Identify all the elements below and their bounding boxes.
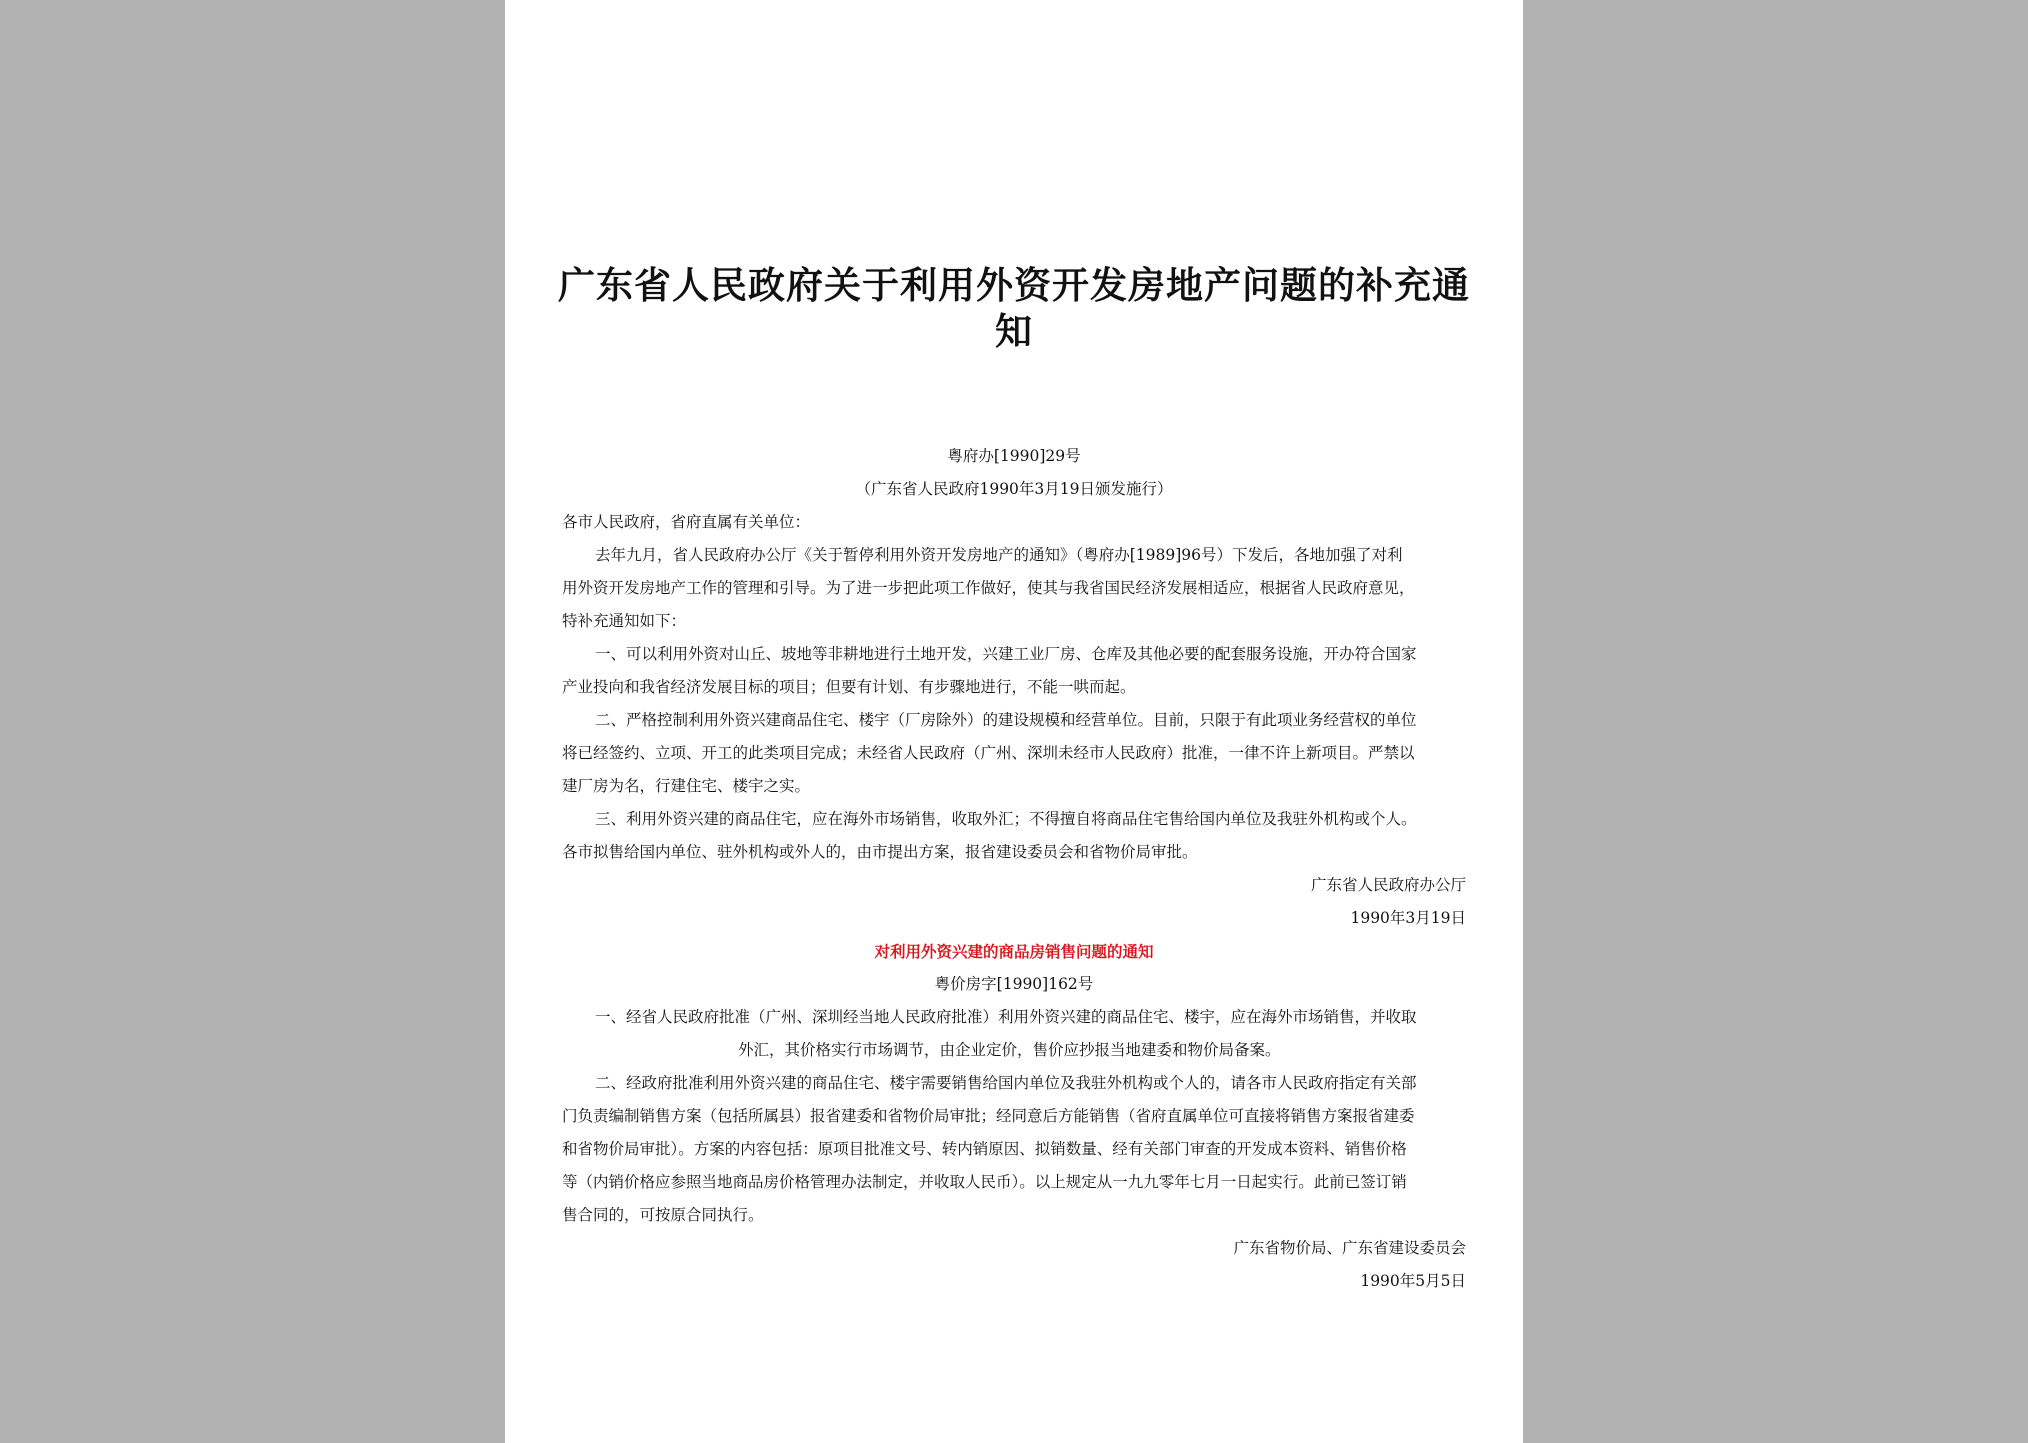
- title-line-1: 广东省人民政府关于利用外资开发房地产问题的补充通: [558, 263, 1470, 307]
- notice-2-number: 粤价房字[1990]162号: [934, 975, 1094, 993]
- document-page: [505, 0, 1523, 1443]
- notice-2-item-1: [562, 1001, 1466, 1067]
- notice-2-title: 对利用外资兴建的商品房销售问题的通知: [874, 942, 1154, 961]
- document-title: [555, 262, 1473, 354]
- para-line: 将已经签约、立项、开工的此类项目完成；未经省人民政府（广州、深圳未经市人民政府）批准，一律不许上新项目。严禁以: [562, 744, 1415, 762]
- date-1: 1990年3月19日: [1350, 909, 1466, 927]
- title-line-2: 知: [995, 309, 1033, 353]
- para-line: 等（内销价格应参照当地商品房价格管理办法制定，并收取人民币）。以上规定从一九九零年七月一日起实行。此前已签订销: [562, 1173, 1407, 1191]
- para-line: 门负责编制销售方案（包括所属县）报省建委和省物价局审批；经同意后方能销售（省府直属单位可直接将销售方案报省建委: [562, 1107, 1415, 1125]
- notice-2-item-2: [562, 1067, 1466, 1232]
- para-line: 售合同的，可按原合同执行。: [562, 1206, 764, 1224]
- document-body: [562, 440, 1466, 1298]
- para-line: 二、经政府批准利用外资兴建的商品住宅、楼宇需要销售给国内单位及我驻外机构或个人的，请各市人民政府指定有关部: [595, 1074, 1417, 1092]
- para-line: 建厂房为名，行建住宅、楼宇之实。: [562, 777, 811, 795]
- para-line: 和省物价局审批）。方案的内容包括：原项目批准文号、转内销原因、拟销数量、经有关部门审查的开发成本资料、销售价格: [562, 1140, 1407, 1158]
- para-line: 一、经省人民政府批准（广州、深圳经当地人民政府批准）利用外资兴建的商品住宅、楼宇，应在海外市场销售，并收取: [595, 1008, 1417, 1026]
- para-line: 去年九月，省人民政府办公厅《关于暂停利用外资开发房地产的通知》（粤府办[1989]96号）下发后，各地加强了对利: [595, 546, 1403, 564]
- para-line: 一、可以利用外资对山丘、坡地等非耕地进行土地开发，兴建工业厂房、仓库及其他必要的配套服务设施，开办符合国家: [595, 645, 1417, 663]
- para-line: 各市拟售给国内单位、驻外机构或外人的，由市提出方案，报省建设委员会和省物价局审批。: [562, 843, 1198, 861]
- issued-note: （广东省人民政府1990年3月19日颁发施行）: [855, 480, 1173, 498]
- para-line: 特补充通知如下：: [562, 612, 687, 630]
- paragraph-intro: [562, 539, 1466, 638]
- doc-number: 粤府办[1990]29号: [947, 447, 1081, 465]
- para-line: 二、严格控制利用外资兴建商品住宅、楼宇（厂房除外）的建设规模和经营单位。目前，只限于有此项业务经营权的单位: [595, 711, 1417, 729]
- signature-1: 广东省人民政府办公厅: [1310, 876, 1466, 894]
- para-line: 用外资开发房地产工作的管理和引导。为了进一步把此项工作做好，使其与我省国民经济发展相适应，根据省人民政府意见，: [562, 579, 1415, 597]
- item-2: [562, 704, 1466, 803]
- item-3: [562, 803, 1466, 869]
- date-2: 1990年5月5日: [1360, 1272, 1466, 1290]
- addressee: 各市人民政府，省府直属有关单位：: [562, 513, 811, 531]
- para-line: 三、利用外资兴建的商品住宅，应在海外市场销售，收取外汇；不得擅自将商品住宅售给国内单位及我驻外机构或个人。: [595, 810, 1417, 828]
- item-1: [562, 638, 1466, 704]
- para-line: 外汇，其价格实行市场调节，由企业定价，售价应抄报当地建委和物价局备案。: [738, 1041, 1281, 1059]
- signature-2: 广东省物价局、广东省建设委员会: [1233, 1239, 1466, 1257]
- para-line: 产业投向和我省经济发展目标的项目；但要有计划、有步骤地进行，不能一哄而起。: [562, 678, 1136, 696]
